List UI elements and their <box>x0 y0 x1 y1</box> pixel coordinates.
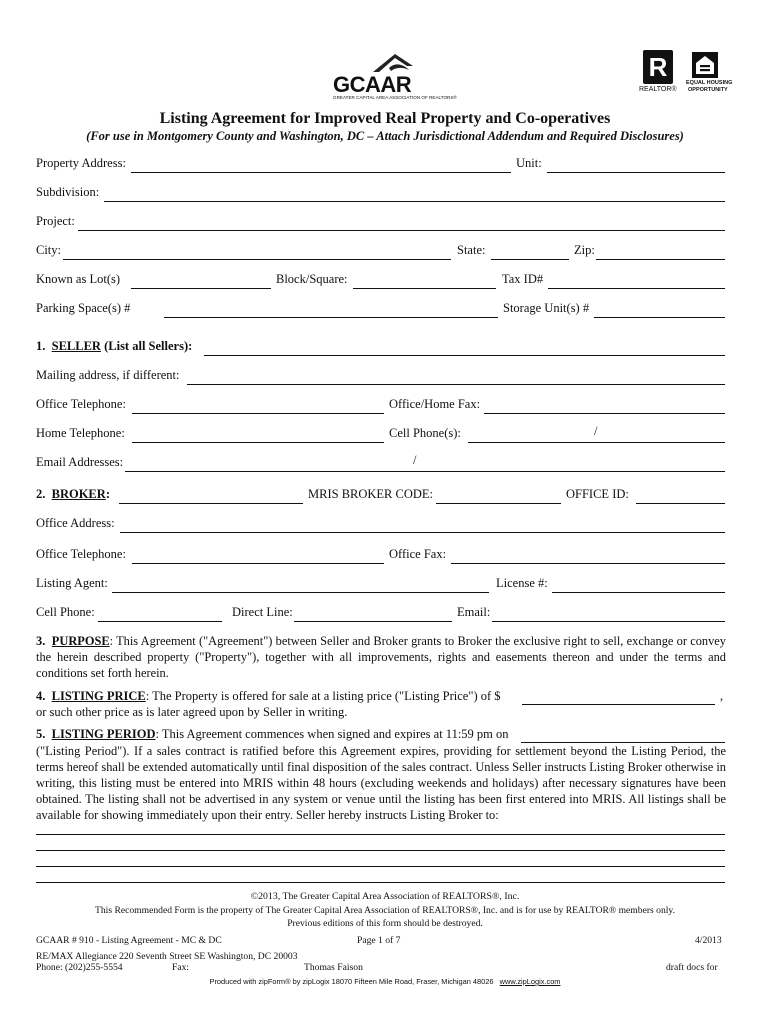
seller-names-field[interactable] <box>204 355 725 356</box>
seller-cell-field[interactable] <box>468 442 725 443</box>
seller-email-field[interactable] <box>125 471 725 472</box>
seller-heading: 1. SELLER (List all Sellers): <box>36 339 193 353</box>
unit-label: Unit: <box>516 156 542 170</box>
license-label: License #: <box>496 576 548 590</box>
license-field[interactable] <box>552 592 725 593</box>
document-name: draft docs for <box>666 962 718 973</box>
seller-office-tel-field[interactable] <box>132 413 384 414</box>
gcaar-logo-subtext: GREATER CAPITAL AREA ASSOCIATION OF REALTORS® <box>333 95 457 100</box>
purpose-paragraph: 3. PURPOSE: This Agreement ("Agreement") between Seller and Broker grants to Broker the exclusive right to sell, exchange or convey the herein described property ("Property"), together with all improvements, rights and easements thereon and under the terms and conditions set forth herein. <box>36 634 726 680</box>
taxid-field[interactable] <box>548 288 725 289</box>
property-note: This Recommended Form is the property of The Greater Capital Area Association of REALTORS®, Inc. and is for use by REALTOR® members only. <box>95 905 675 916</box>
broker-cell-label: Cell Phone: <box>36 605 95 619</box>
gcaar-logo <box>333 50 457 102</box>
gcaar-logo-text: GCAAR <box>333 72 412 97</box>
direct-line-label: Direct Line: <box>232 605 293 619</box>
equal-housing-logo <box>684 52 733 96</box>
lot-field[interactable] <box>131 288 271 289</box>
seller-office-fax-label: Office/Home Fax: <box>389 397 481 411</box>
broker-office-address-field[interactable] <box>120 532 725 533</box>
broker-office-address-label: Office Address: <box>36 516 115 530</box>
mailing-address-field[interactable] <box>187 384 725 385</box>
property-address-field[interactable] <box>131 172 511 173</box>
unit-field[interactable] <box>547 172 725 173</box>
storage-field[interactable] <box>594 317 725 318</box>
listing-agent-field[interactable] <box>112 592 489 593</box>
form-date: 4/2013 <box>695 935 722 946</box>
listing-period-line1: 5. LISTING PERIOD: This Agreement commences when signed and expires at 11:59 pm on <box>36 727 509 741</box>
previous-editions-note: Previous editions of this form should be destroyed. <box>287 918 483 929</box>
equal-housing-icon <box>692 52 718 78</box>
office-id-label: OFFICE ID: <box>566 487 629 501</box>
instruction-line-4[interactable] <box>36 882 725 883</box>
city-label: City: <box>36 243 62 257</box>
form-id: GCAAR # 910 - Listing Agreement - MC & DC <box>36 935 222 946</box>
instruction-line-1[interactable] <box>36 834 725 835</box>
state-field[interactable] <box>491 259 569 260</box>
page-number: Page 1 of 7 <box>357 935 401 946</box>
listing-price-line1: 4. LISTING PRICE: The Property is offered for sale at a listing price ("Listing Price") of $ <box>36 689 501 703</box>
subdivision-label: Subdivision: <box>36 185 100 199</box>
project-field[interactable] <box>78 230 725 231</box>
listing-price-field[interactable] <box>522 704 715 705</box>
seller-email-separator: / <box>413 453 417 467</box>
seller-home-tel-label: Home Telephone: <box>36 426 125 440</box>
office-fax: Fax: <box>172 962 190 973</box>
direct-line-field[interactable] <box>294 621 452 622</box>
broker-office-tel-label: Office Telephone: <box>36 547 126 561</box>
realtor-logo <box>639 50 679 96</box>
page-subtitle: (For use in Montgomery County and Washington, DC – Attach Jurisdictional Addendum and Required Disclosures) <box>86 129 684 143</box>
zip-label: Zip: <box>574 243 595 257</box>
listing-price-comma: , <box>720 689 724 703</box>
broker-email-label: Email: <box>457 605 491 619</box>
office-address-line: RE/MAX Allegiance 220 Seventh Street SE Washington, DC 20003 <box>36 951 298 962</box>
block-field[interactable] <box>353 288 496 289</box>
zip-field[interactable] <box>596 259 725 260</box>
realtor-mark <box>643 50 673 84</box>
seller-home-tel-field[interactable] <box>132 442 384 443</box>
taxid-label: Tax ID# <box>502 272 544 286</box>
parking-label: Parking Space(s) # <box>36 301 131 315</box>
produced-with-line: Produced with zipForm® by zipLogix 18070 Fifteen Mile Road, Fraser, Michigan 48026 www.zipLogix.com <box>209 977 561 986</box>
parking-field[interactable] <box>164 317 498 318</box>
eho-label-line1: EQUAL HOUSING <box>686 80 733 86</box>
lot-label: Known as Lot(s) <box>36 272 121 286</box>
instruction-line-3[interactable] <box>36 866 725 867</box>
mris-code-field[interactable] <box>436 503 561 504</box>
mailing-address-label: Mailing address, if different: <box>36 368 180 382</box>
broker-cell-field[interactable] <box>98 621 222 622</box>
seller-cell-separator: / <box>594 424 598 438</box>
storage-label: Storage Unit(s) # <box>503 301 590 315</box>
broker-office-fax-field[interactable] <box>451 563 725 564</box>
eho-label-line2: OPPORTUNITY <box>688 87 728 93</box>
realtor-label: REALTOR® <box>639 86 677 93</box>
property-address-label: Property Address: <box>36 156 126 170</box>
realtor-mark-letter: R <box>648 52 668 82</box>
mris-code-label: MRIS BROKER CODE: <box>308 487 434 501</box>
seller-office-fax-field[interactable] <box>484 413 725 414</box>
broker-name-field[interactable] <box>119 503 303 504</box>
listing-period-paragraph: ("Listing Period"). If a sales contract is ratified before this Agreement expires, providing for settlement beyond the Listing Period, the terms hereof shall be extended automatically until final disposition of the sales contract. Unless Seller instructs Listing Broker otherwise in writing, this listing must be entered into MRIS within 48 hours (excluding weekends and holidays) after necessary signatures have been obtained. The listing shall not be advertised in any system or venue until the listing has been first entered into MRIS. All listings shall be available for showing immediately upon their entry. Seller hereby instructs Listing Broker to: <box>36 744 726 822</box>
subdivision-field[interactable] <box>104 201 725 202</box>
broker-office-fax-label: Office Fax: <box>389 547 447 561</box>
instruction-line-2[interactable] <box>36 850 725 851</box>
agent-name: Thomas Faison <box>304 962 363 973</box>
ziplogix-link[interactable]: www.zipLogix.com <box>499 977 561 986</box>
page-title: Listing Agreement for Improved Real Property and Co-operatives <box>159 110 611 127</box>
listing-agent-label: Listing Agent: <box>36 576 108 590</box>
office-phone: Phone: (202)255-5554 <box>36 962 123 973</box>
project-label: Project: <box>36 214 75 228</box>
broker-heading: 2. BROKER: <box>36 487 110 501</box>
copyright-note: ©2013, The Greater Capital Area Association of REALTORS®, Inc. <box>250 891 520 902</box>
block-label: Block/Square: <box>276 272 348 286</box>
office-id-field[interactable] <box>636 503 725 504</box>
broker-office-tel-field[interactable] <box>132 563 384 564</box>
seller-email-label: Email Addresses: <box>36 455 124 469</box>
broker-email-field[interactable] <box>492 621 725 622</box>
seller-office-tel-label: Office Telephone: <box>36 397 126 411</box>
city-field[interactable] <box>63 259 451 260</box>
listing-price-line2: or such other price as is later agreed upon by Seller in writing. <box>36 705 348 719</box>
seller-cell-label: Cell Phone(s): <box>389 426 461 440</box>
state-label: State: <box>457 243 486 257</box>
